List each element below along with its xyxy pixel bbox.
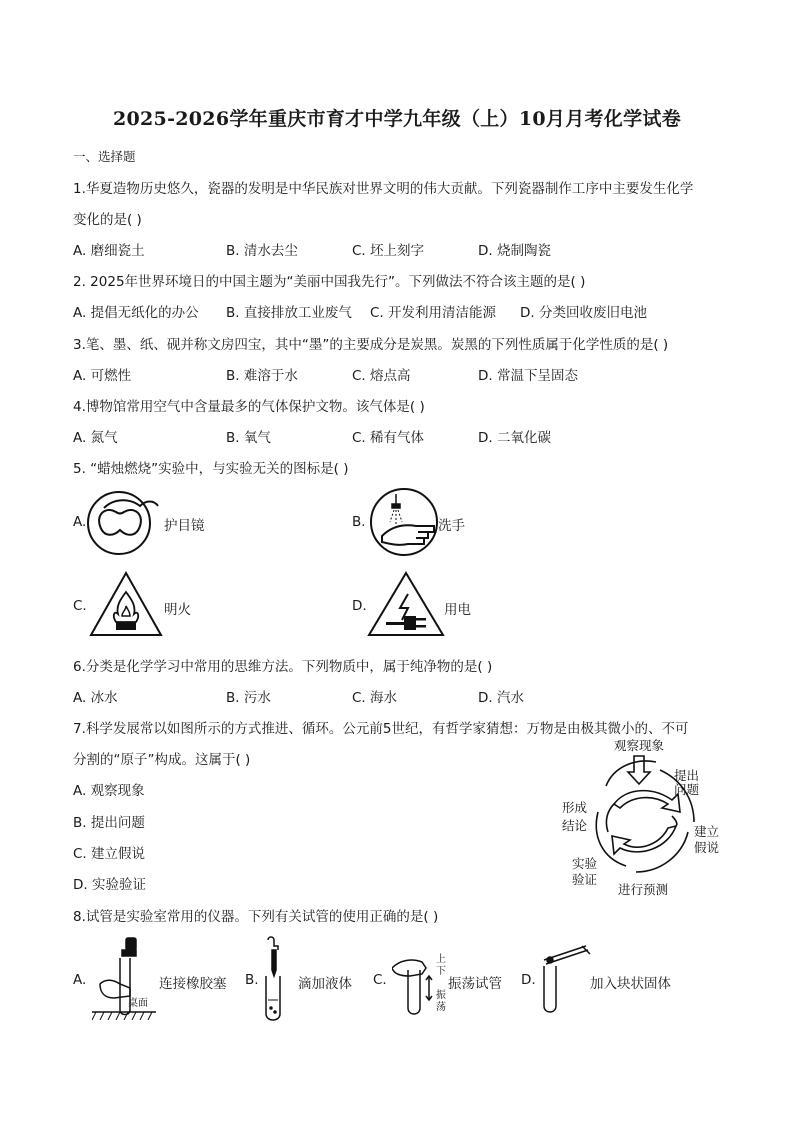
question-2-option-b[interactable]: B. 直接排放工业废气: [226, 305, 352, 321]
question-2-option-a[interactable]: A. 提倡无纸化的办公: [73, 305, 199, 321]
shake-direction-label-3: 振: [436, 990, 446, 1001]
question-3-option-d[interactable]: D. 常温下呈固态: [478, 368, 578, 384]
question-8-option-b-letter[interactable]: B.: [245, 972, 259, 988]
question-8-option-c-letter[interactable]: C.: [373, 972, 387, 988]
cycle-experiment-label-2: 验证: [572, 872, 598, 887]
section-heading: 一、选择题: [73, 149, 136, 164]
shake-direction-label-1: 上: [436, 954, 446, 965]
question-7-option-a[interactable]: A. 观察现象: [73, 783, 145, 799]
question-8-option-a-letter[interactable]: A.: [73, 972, 87, 988]
question-6-option-b[interactable]: B. 污水: [226, 690, 271, 706]
question-4-option-b[interactable]: B. 氧气: [226, 430, 271, 446]
question-1-stem-line2: 变化的是( ): [73, 212, 142, 228]
question-6-option-c[interactable]: C. 海水: [352, 690, 398, 706]
shake-test-tube-figure: [392, 950, 452, 1016]
question-5-stem: 5. “蜡烛燃烧”实验中，与实验无关的图标是( ): [73, 461, 349, 477]
science-cycle-diagram: [556, 736, 726, 902]
question-3-stem: 3.笔、墨、纸、砚并称文房四宝，其中“墨”的主要成分是炭黑。炭黑的下列性质属于化学性质的是( ): [73, 337, 669, 353]
question-2-option-c[interactable]: C. 开发利用清洁能源: [370, 305, 497, 321]
question-1-option-a[interactable]: A. 磨细瓷土: [73, 243, 145, 259]
question-7-option-d[interactable]: D. 实验验证: [73, 877, 146, 893]
question-1-option-c[interactable]: C. 坯上刻字: [352, 243, 425, 259]
cycle-ask-label-2: 问题: [674, 782, 700, 797]
cycle-conclusion-label-1: 形成: [562, 800, 588, 815]
question-8-stem: 8.试管是实验室常用的仪器。下列有关试管的使用正确的是( ): [73, 909, 439, 925]
question-7-option-b[interactable]: B. 提出问题: [73, 815, 145, 831]
question-2-stem: 2. 2025年世界环境日的中国主题为“美丽中国我先行”。下列做法不符合该主题的是( ): [73, 274, 586, 290]
question-5-option-b-label: 洗手: [438, 518, 465, 534]
question-4-option-d[interactable]: D. 二氧化碳: [478, 430, 551, 446]
question-7-option-c[interactable]: C. 建立假说: [73, 846, 146, 862]
question-5-option-a-label: 护目镜: [164, 518, 205, 534]
page-title: 2025-2026学年重庆市育才中学九年级（上）10月月考化学试卷: [113, 108, 681, 130]
shake-direction-label-4: 荡: [436, 1002, 446, 1013]
question-3-option-c[interactable]: C. 熔点高: [352, 368, 411, 384]
question-6-stem: 6.分类是化学学习中常用的思维方法。下列物质中，属于纯净物的是( ): [73, 659, 493, 675]
cycle-predict-label: 进行预测: [618, 882, 669, 897]
question-1-stem-line1: 1.华夏造物历史悠久，瓷器的发明是中华民族对世界文明的伟大贡献。下列瓷器制作工序中主要发生化学: [73, 181, 694, 197]
question-5-option-c-letter[interactable]: C.: [73, 598, 87, 614]
goggles-icon: [86, 488, 162, 558]
question-8-option-c-label: 振荡试管: [448, 976, 502, 992]
question-5-option-d-letter[interactable]: D.: [352, 598, 367, 614]
question-8-option-d-label: 加入块状固体: [590, 976, 671, 992]
cycle-observe-label: 观察现象: [614, 738, 665, 753]
question-5-option-c-label: 明火: [164, 602, 191, 618]
question-3-option-a[interactable]: A. 可燃性: [73, 368, 132, 384]
question-1-option-d[interactable]: D. 烧制陶瓷: [478, 243, 551, 259]
cycle-hypothesis-label-2: 假说: [694, 840, 720, 855]
question-2-option-d[interactable]: D. 分类回收废旧电池: [520, 305, 647, 321]
question-6-option-d[interactable]: D. 汽水: [478, 690, 524, 706]
question-6-option-a[interactable]: A. 冰水: [73, 690, 118, 706]
question-8-option-b-label: 滴加液体: [298, 976, 352, 992]
question-7-stem-line1: 7.科学发展常以如图所示的方式推进、循环。公元前5世纪，有哲学家猜想：万物是由极其微小的、不可: [73, 721, 689, 737]
solid-into-tube-figure: [538, 944, 592, 1014]
electricity-icon: [366, 570, 446, 638]
open-flame-icon: [88, 570, 164, 638]
question-4-stem: 4.博物馆常用空气中含量最多的气体保护文物。该气体是( ): [73, 399, 425, 415]
cycle-hypothesis-label-1: 建立: [694, 824, 720, 839]
question-5-option-b-letter[interactable]: B.: [352, 514, 366, 530]
desk-label: 桌面: [128, 998, 148, 1009]
question-4-option-a[interactable]: A. 氮气: [73, 430, 118, 446]
question-5-option-d-label: 用电: [444, 602, 471, 618]
question-8-option-d-letter[interactable]: D.: [521, 972, 536, 988]
question-1-option-b[interactable]: B. 清水去尘: [226, 243, 298, 259]
question-3-option-b[interactable]: B. 难溶于水: [226, 368, 298, 384]
dropper-test-tube-figure: [258, 936, 294, 1022]
test-tube-stopper-figure: [92, 936, 156, 1022]
shake-direction-label-2: 下: [436, 966, 446, 977]
question-4-option-c[interactable]: C. 稀有气体: [352, 430, 425, 446]
cycle-experiment-label-1: 实验: [572, 856, 598, 871]
cycle-ask-label-1: 提出: [674, 768, 700, 783]
cycle-conclusion-label-2: 结论: [562, 818, 588, 833]
hand-wash-icon: [368, 486, 444, 558]
question-5-option-a-letter[interactable]: A.: [73, 514, 87, 530]
question-8-option-a-label: 连接橡胶塞: [159, 976, 227, 992]
question-7-stem-line2: 分割的“原子”构成。这属于( ): [73, 752, 251, 768]
